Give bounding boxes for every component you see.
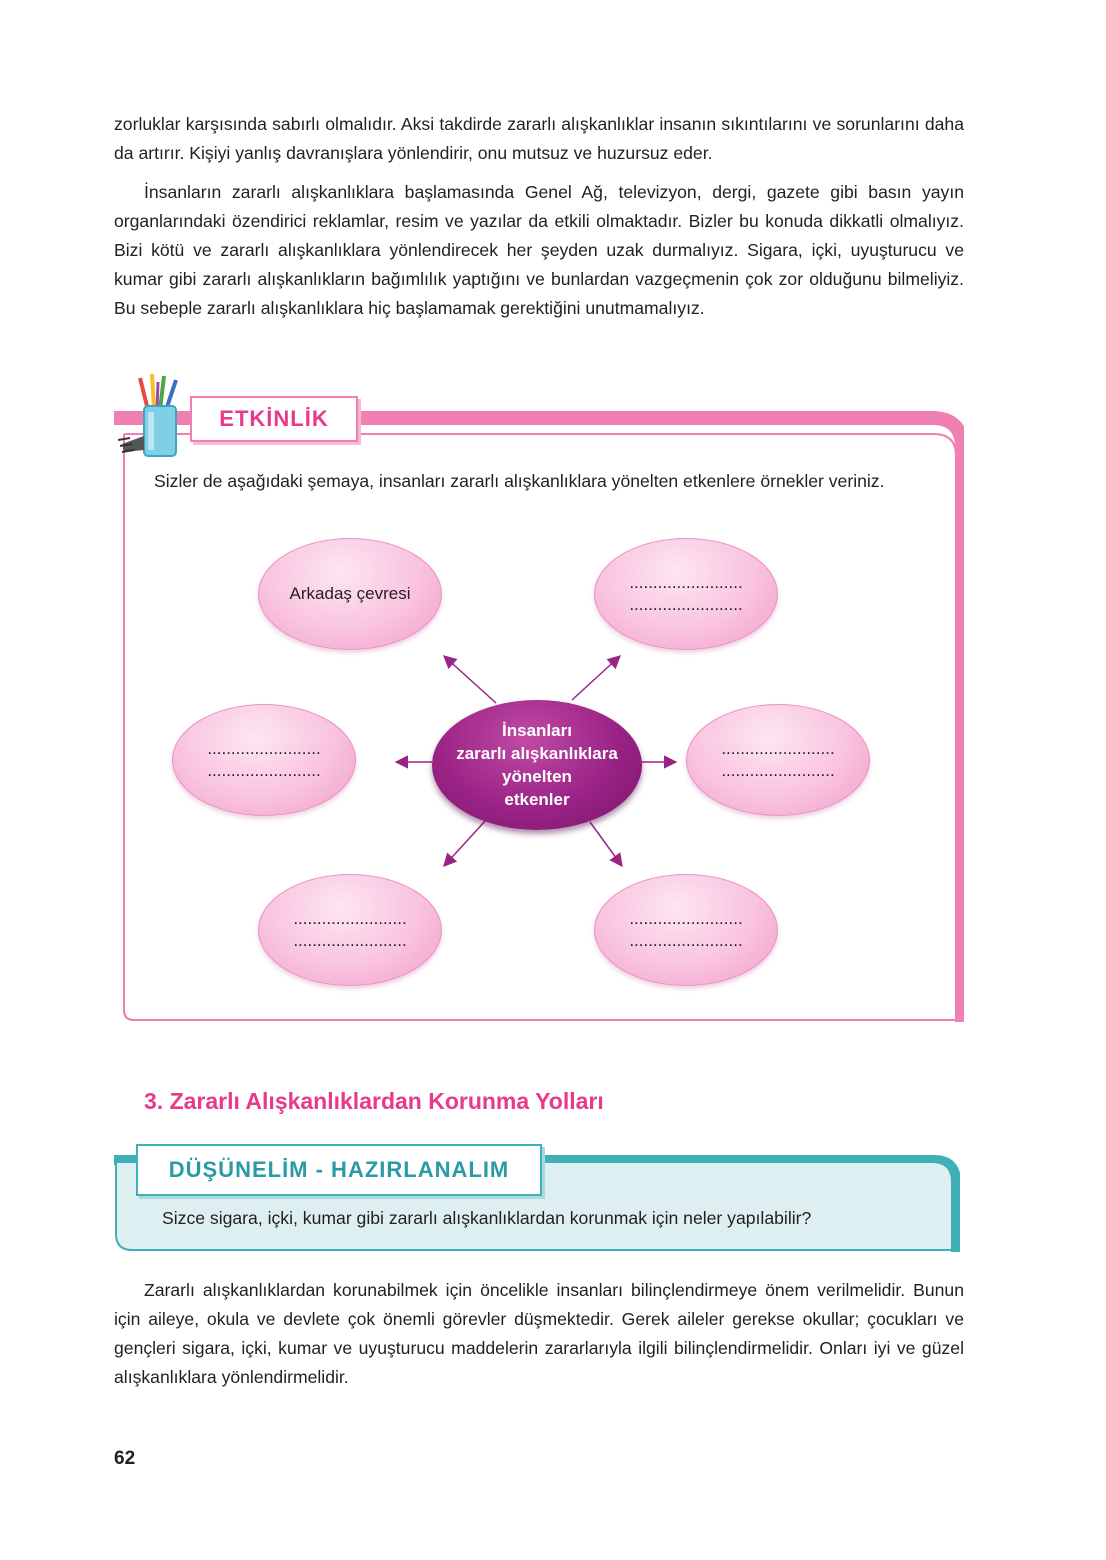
bubble-label: Arkadaş çevresi	[289, 584, 411, 603]
closing-paragraph: Zararlı alışkanlıklardan korunabilmek için öncelikle insanları bilinçlendirmeye önem verilmelidir. Bunun için aileye, okula ve devlete çok önemli görevler düşmektedir. Gerek aileler gerekse okullar; çocukları ve gençleri sigara, içki, kumar ve uyuşturucu maddelerin zararlarıyla ilgili bilinçlendirmelidir. Onları iyi ve güzel alışkanlıklara yönlendirmelidir.	[114, 1280, 964, 1387]
body-paragraph: İnsanların zararlı alışkanlıklara başlamasında Genel Ağ, televizyon, dergi, gazete gibi basın yayın organlarındaki özendirici reklamlar, resim ve yazılar da etkili olmaktadır. Bizler bu konuda dikkatli olmalıyız. Bizi kötü ve zararlı alışkanlıklara yönlendirecek her şeyden uzak durmalıyız. Sigara, içki, uyuşturucu ve kumar gibi zararlı alışkanlıkların bağımlılık yaptığını ve bunlardan vazgeçmenin çok zor olduğunu bilmeliyiz. Bu sebeple zararlı alışkanlıklara hiç başlamamak gerektiğini unutmamalıyız.	[114, 182, 964, 318]
dusunelim-question: Sizce sigara, içki, kumar gibi zararlı alışkanlıklardan korunmak için neler yapılabilir?	[162, 1208, 812, 1228]
bubble-top-left	[258, 538, 442, 650]
arrow-icon	[590, 822, 622, 866]
bubble-middle-right[interactable]	[686, 704, 870, 816]
etkinlik-title: ETKİNLİK	[190, 396, 358, 442]
section-title: 3. Zararlı Alışkanlıklardan Korunma Yolları	[144, 1088, 604, 1114]
bubble-bottom-left[interactable]	[258, 874, 442, 986]
blank-line: ........................	[207, 761, 321, 780]
blank-line: ........................	[629, 909, 743, 928]
center-line: yönelten	[502, 767, 572, 786]
blank-line: ........................	[629, 931, 743, 950]
blank-line: ........................	[293, 909, 407, 928]
page-number: 62	[114, 1448, 136, 1469]
center-bubble	[432, 700, 642, 830]
blank-line: ........................	[721, 739, 835, 758]
center-line: etkenler	[504, 790, 570, 809]
center-line: İnsanları	[502, 721, 572, 740]
arrow-icon	[444, 656, 496, 703]
etkinlik-instruction-text: Sizler de aşağıdaki şemaya, insanları zararlı alışkanlıklara yönelten etkenlere örnekler veriniz.	[154, 471, 885, 491]
bubble-bottom-right[interactable]	[594, 874, 778, 986]
blank-line: ........................	[629, 573, 743, 592]
blank-line: ........................	[207, 739, 321, 758]
bubble-middle-left[interactable]	[172, 704, 356, 816]
bubble-top-right[interactable]	[594, 538, 778, 650]
center-line: zararlı alışkanlıklara	[456, 744, 618, 763]
blank-line: ........................	[293, 931, 407, 950]
arrow-icon	[444, 820, 486, 866]
blank-line: ........................	[721, 761, 835, 780]
intro-paragraph: zorluklar karşısında sabırlı olmalıdır. Aksi takdirde zararlı alışkanlıklar insanın sıkıntılarını ve sorunlarını daha da artırır. Kişiyi yanlış davranışlara yönlendirir, onu mutsuz ve huzursuz eder.	[114, 114, 964, 163]
arrow-icon	[572, 656, 620, 700]
blank-line: ........................	[629, 595, 743, 614]
dusunelim-title: DÜŞÜNELİM - HAZIRLANALIM	[136, 1144, 542, 1196]
